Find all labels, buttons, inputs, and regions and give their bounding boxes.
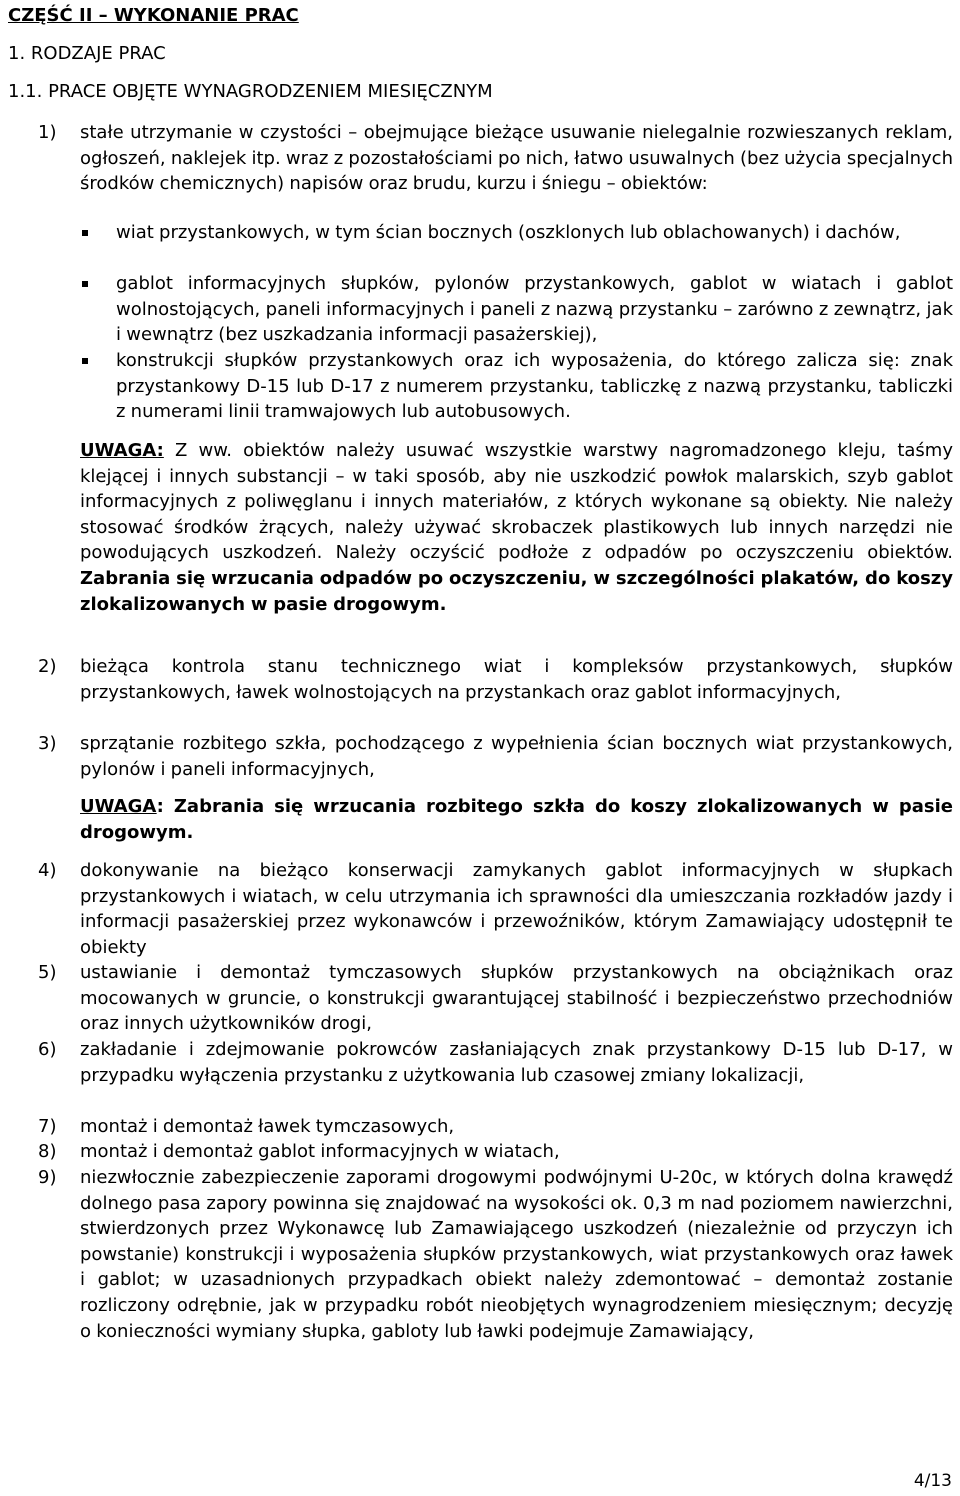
item-number: 8) — [38, 1141, 57, 1162]
item-number: 5) — [38, 962, 57, 983]
item-number: 3) — [38, 733, 57, 754]
warning-note — [80, 794, 953, 845]
note-emphasis: Zabrania się wrzucania odpadów po oczyszczeniu, w szczególności plakatów, do koszy zlokalizowanych w pasie drogowym. — [80, 567, 953, 615]
item-text: bieżąca kontrola stanu technicznego wiat i kompleksów przystankowych, słupków przystankowych, ławek wolnostojących na przystankach oraz gablot informacyjnych, — [80, 656, 953, 703]
bullet-text: konstrukcji słupków przystankowych oraz ich wyposażenia, do którego zalicza się: znak przystankowy D-15 lub D-17 z numerem przystanku, tabliczkę z nazwą przystanku, tabliczki z numerami linii tramwajowych lub autobusowych. — [116, 350, 953, 423]
note-emphasis: : Zabrania się wrzucania rozbitego szkła do koszy zlokalizowanych w pasie drogowym. — [80, 796, 953, 843]
bullet-marker — [80, 279, 90, 289]
item-text: stałe utrzymanie w czystości – obejmujące bieżące usuwanie nielegalnie rozwieszanych reklam, ogłoszeń, naklejek itp. wraz z pozostałościami po nich, łatwo usuwalnych (bez użycia specjalnych środków chemicznych) napisów oraz brudu, kurzu i śniegu – obiektów: — [80, 122, 953, 195]
bullet-text: gablot informacyjnych słupków, pylonów przystankowych, gablot w wiatach i gablot wolnostojących, paneli informacyjnych i paneli z nazwą przystanku – zarówno z zewnątrz, jak i wewnątrz (bez uszkadzania informacji pasażerskiej), — [116, 273, 953, 346]
bullet-marker — [80, 356, 90, 366]
note-text: Z ww. obiektów należy usuwać wszystkie warstwy nagromadzonego kleju, taśmy klejącej i innych substancji – w taki sposób, aby nie uszkodzić powłok malarskich, szyb gablot informacyjnych z poliwęglanu i innych materiałów, z których wykonane są obiekty. Nie należy stosować środków żrących, należy używać skrobaczek plastikowych lub innych narzędzi nie powodujących uszkodzeń. Należy oczyścić podłoże z odpadów po oczyszczeniu obiektów. — [80, 440, 953, 564]
item-number: 7) — [38, 1116, 57, 1137]
section-heading: 1. RODZAJE PRAC — [8, 43, 166, 64]
item-number: 4) — [38, 860, 57, 881]
part-heading: CZĘŚĆ II – WYKONANIE PRAC — [8, 5, 299, 26]
item-number: 2) — [38, 656, 57, 677]
note-label: UWAGA: — [80, 440, 164, 461]
item-text: montaż i demontaż ławek tymczasowych, — [80, 1116, 455, 1137]
item-text: dokonywanie na bieżąco konserwacji zamykanych gablot informacyjnych w słupkach przystankowych i wiatach, w celu utrzymania ich sprawności dla umieszczania rozkładów jazdy i informacji pasażerskiej przez wykonawców i przewoźników, którym Zamawiający udostępnił te obiekty — [80, 860, 953, 958]
item-text: niezwłocznie zabezpieczenie zaporami drogowymi podwójnymi U-20c, w których dolna krawędź dolnego pasa zapory powinna się znajdować na wysokości ok. 0,3 m nad poziomem nawierzchni, stwierdzonych przez Wykonawcę lub Zamawiającego uszkodzeń (niezależnie od przyczyn ich powstanie) konstrukcji i wyposażenia słupków przystankowych, wiat przystankowych oraz ławek i gablot; w uzasadnionych przypadkach obiekt należy zdemontować – demontaż zostanie rozliczony odrębnie, jak w przypadku robót nieobjętych wynagrodzeniem miesięcznym; decyzję o konieczności wymiany słupka, gabloty lub ławki podejmuje Zamawiający, — [80, 1167, 953, 1342]
item-text: sprzątanie rozbitego szkła, pochodzącego z wypełnienia ścian bocznych wiat przystankowych, pylonów i paneli informacyjnych, — [80, 733, 953, 780]
warning-note — [80, 438, 953, 617]
item-text: montaż i demontaż gablot informacyjnych w wiatach, — [80, 1141, 560, 1162]
page-number: 4/13 — [913, 1471, 952, 1491]
note-label: UWAGA — [80, 796, 157, 817]
bullet-marker — [80, 228, 90, 238]
item-text: zakładanie i zdejmowanie pokrowców zasłaniających znak przystankowy D-15 lub D-17, w przypadku wyłączenia przystanku z użytkowania lub czasowej zmiany lokalizacji, — [80, 1039, 953, 1086]
item-number: 9) — [38, 1167, 57, 1188]
item-number: 1) — [38, 122, 57, 143]
bullet-text: wiat przystankowych, w tym ścian bocznych (oszklonych lub oblachowanych) i dachów, — [116, 222, 901, 243]
item-number: 6) — [38, 1039, 57, 1060]
subsection-heading: 1.1. PRACE OBJĘTE WYNAGRODZENIEM MIESIĘCZNYM — [8, 81, 493, 102]
item-text: ustawianie i demontaż tymczasowych słupków przystankowych na obciążnikach oraz mocowanych w gruncie, o konstrukcji gwarantującej stabilność i bezpieczeństwo przechodniów oraz innych użytkowników drogi, — [80, 962, 953, 1035]
